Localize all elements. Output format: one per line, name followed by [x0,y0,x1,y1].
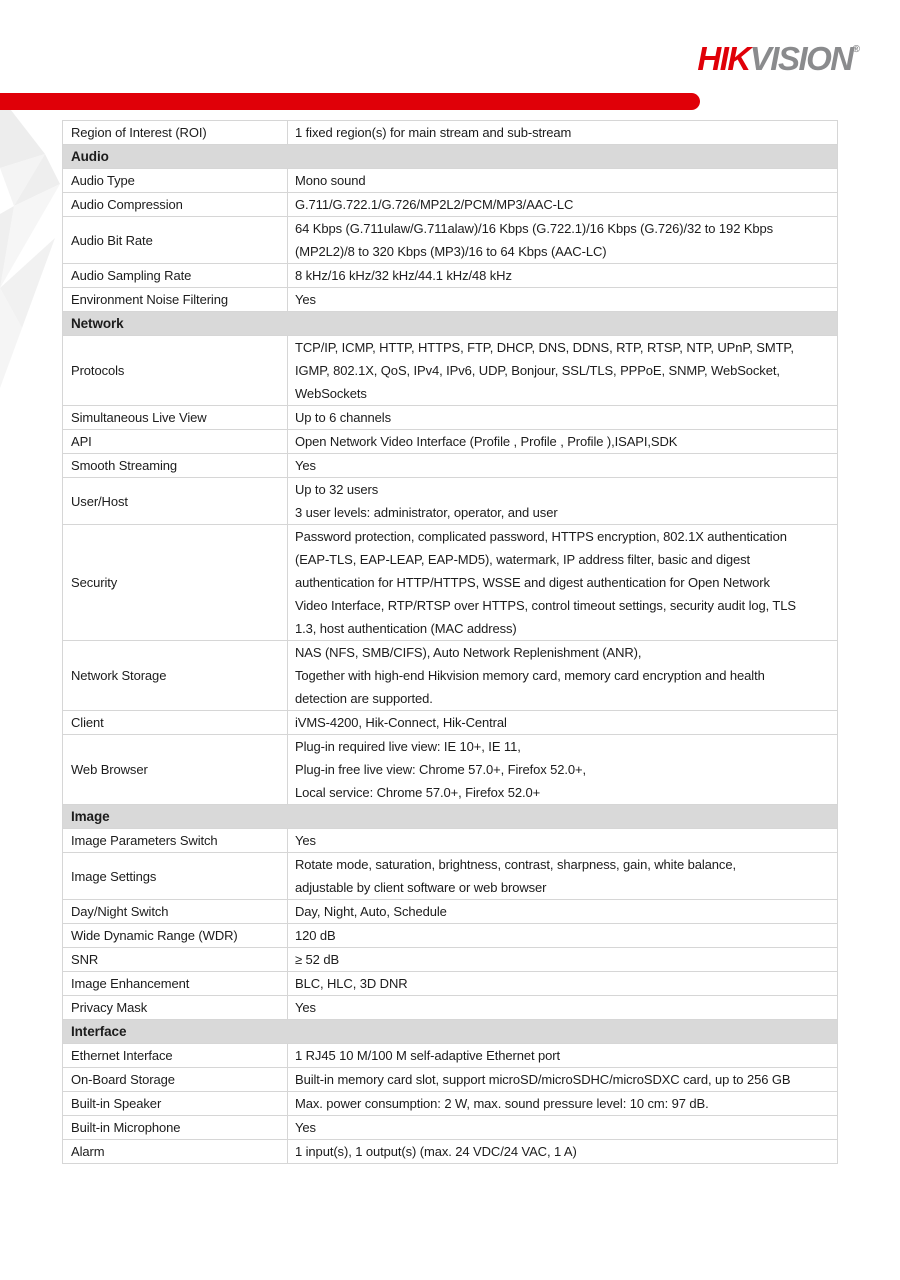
spec-value-line: NAS (NFS, SMB/CIFS), Auto Network Replenishment (ANR), [295,645,642,660]
spec-value-line: (MP2L2)/8 to 320 Kbps (MP3)/16 to 64 Kbps (AAC-LC) [295,244,607,259]
spec-label-cell: Simultaneous Live View [71,410,207,425]
spec-value-cell [287,1044,837,1067]
spec-value-line: Video Interface, RTP/RTSP over HTTPS, control timeout settings, security audit log, TLS [295,598,796,613]
spec-row [63,711,837,735]
spec-label-cell: Client [71,715,104,730]
spec-row [63,478,837,525]
background-watermark-graphic [0,96,60,396]
spec-value-cell [287,406,837,429]
spec-row [63,336,837,406]
spec-label-cell: Built-in Speaker [71,1096,162,1111]
spec-value-line: TCP/IP, ICMP, HTTP, HTTPS, FTP, DHCP, DNS, DDNS, RTP, RTSP, NTP, UPnP, SMTP, [295,340,794,355]
spec-value-line: IGMP, 802.1X, QoS, IPv4, IPv6, UDP, Bonjour, SSL/TLS, PPPoE, SNMP, WebSocket, [295,363,780,378]
spec-row [63,924,837,948]
spec-row [63,525,837,641]
spec-value-line: Up to 6 channels [295,410,391,425]
spec-value-line: Yes [295,292,316,307]
spec-value-line: Plug-in free live view: Chrome 57.0+, Firefox 52.0+, [295,762,587,777]
spec-row [63,829,837,853]
spec-value-line: 1 fixed region(s) for main stream and sub-stream [295,125,572,140]
spec-value-cell [287,1116,837,1139]
spec-label-cell: Alarm [71,1144,105,1159]
spec-value-cell [287,217,837,263]
spec-value-line: Password protection, complicated password, HTTPS encryption, 802.1X authentication [295,529,787,544]
section-title: Image [71,809,110,824]
spec-label-cell: Audio Bit Rate [71,232,153,248]
section-title: Network [71,316,124,331]
spec-row [63,430,837,454]
spec-value-line: Rotate mode, saturation, brightness, contrast, sharpness, gain, white balance, [295,857,736,872]
spec-label-cell: Protocols [71,363,125,378]
spec-label-cell: Image Settings [71,868,157,884]
spec-value-line: (EAP-TLS, EAP-LEAP, EAP-MD5), watermark, IP address filter, basic and digest [295,552,751,567]
spec-value-line: Plug-in required live view: IE 10+, IE 11, [295,739,521,754]
spec-value-cell [287,1092,837,1115]
registered-trademark-symbol: ® [852,44,860,55]
spec-label-cell: On-Board Storage [71,1072,175,1087]
spec-value-cell [287,829,837,852]
spec-value-cell [287,169,837,192]
section-header-row [63,805,837,829]
spec-row [63,641,837,711]
spec-value-line: Day, Night, Auto, Schedule [295,904,447,919]
spec-label-cell: Day/Night Switch [71,904,169,919]
spec-label-cell: Region of Interest (ROI) [71,125,207,140]
spec-value-line: Yes [295,458,316,473]
spec-value-line: Yes [295,1120,316,1135]
spec-label-cell: Environment Noise Filtering [71,292,228,307]
spec-label-cell: Image Enhancement [71,976,190,991]
spec-value-line: Yes [295,1000,316,1015]
logo-hik-text: HIK [697,40,750,77]
spec-row [63,948,837,972]
spec-row [63,1116,837,1140]
spec-value-line: Open Network Video Interface (Profile , Profile , Profile ),ISAPI,SDK [295,434,678,449]
spec-value-cell [287,193,837,216]
logo-vision-text: VISION [749,40,853,77]
spec-value-cell [287,735,837,804]
spec-label-cell: Wide Dynamic Range (WDR) [71,928,238,943]
spec-label-cell: Audio Compression [71,197,183,212]
section-header-row [63,312,837,336]
spec-label-cell: User/Host [71,493,128,509]
spec-value-cell [287,264,837,287]
spec-value-cell [287,853,837,899]
spec-value-cell [287,454,837,477]
spec-label-cell: Network Storage [71,668,167,683]
spec-row [63,121,837,145]
spec-value-line: iVMS-4200, Hik-Connect, Hik-Central [295,715,507,730]
spec-value-cell [287,972,837,995]
spec-value-cell [287,478,837,524]
spec-label-cell: Audio Type [71,173,135,188]
section-header-row [63,145,837,169]
spec-label-cell: SNR [71,952,99,967]
spec-value-cell [287,336,837,405]
spec-value-line: 3 user levels: administrator, operator, and user [295,505,558,520]
spec-row [63,735,837,805]
spec-row [63,900,837,924]
spec-label-cell: Smooth Streaming [71,458,178,473]
header-red-bar [0,93,700,110]
section-title: Audio [71,149,109,164]
spec-row [63,1068,837,1092]
spec-label-cell: Audio Sampling Rate [71,268,192,283]
spec-value-cell [287,121,837,144]
spec-value-line: 8 kHz/16 kHz/32 kHz/44.1 kHz/48 kHz [295,268,512,283]
spec-value-cell [287,900,837,923]
spec-value-line: authentication for HTTP/HTTPS, WSSE and digest authentication for Open Network [295,575,770,590]
spec-value-line: Together with high-end Hikvision memory card, memory card encryption and health [295,668,765,683]
hikvision-logo [697,42,860,75]
spec-row [63,264,837,288]
spec-value-line: 120 dB [295,928,336,943]
spec-row [63,454,837,478]
spec-value-line: G.711/G.722.1/G.726/MP2L2/PCM/MP3/AAC-LC [295,197,574,212]
spec-table [62,120,838,1164]
spec-value-line: WebSockets [295,386,367,401]
spec-value-cell [287,641,837,710]
spec-row [63,1044,837,1068]
spec-value-cell [287,1140,837,1163]
spec-row [63,193,837,217]
spec-value-cell [287,525,837,640]
spec-row [63,217,837,264]
spec-value-line: BLC, HLC, 3D DNR [295,976,408,991]
spec-value-line: adjustable by client software or web browser [295,880,547,895]
spec-row [63,1092,837,1116]
spec-value-cell [287,948,837,971]
spec-value-cell [287,924,837,947]
spec-value-cell [287,430,837,453]
spec-row [63,996,837,1020]
spec-row [63,406,837,430]
spec-value-line: Yes [295,833,316,848]
spec-value-line: 1 RJ45 10 M/100 M self-adaptive Ethernet port [295,1048,561,1063]
spec-value-line: 64 Kbps (G.711ulaw/G.711alaw)/16 Kbps (G.722.1)/16 Kbps (G.726)/32 to 192 Kbps [295,221,774,236]
spec-value-cell [287,996,837,1019]
spec-label-cell: API [71,434,92,449]
spec-value-cell [287,288,837,311]
spec-value-line: Max. power consumption: 2 W, max. sound pressure level: 10 cm: 97 dB. [295,1096,709,1111]
spec-label-cell: Built-in Microphone [71,1120,181,1135]
spec-label-cell: Web Browser [71,762,148,777]
spec-row [63,972,837,996]
section-header-row [63,1020,837,1044]
spec-label-cell: Privacy Mask [71,1000,148,1015]
spec-value-cell [287,1068,837,1091]
spec-value-line: Up to 32 users [295,482,379,497]
spec-row [63,169,837,193]
spec-value-line: Local service: Chrome 57.0+, Firefox 52.0+ [295,785,541,800]
spec-value-line: 1 input(s), 1 output(s) (max. 24 VDC/24 VAC, 1 A) [295,1144,577,1159]
spec-value-line: 1.3, host authentication (MAC address) [295,621,517,636]
spec-row [63,853,837,900]
spec-label-cell: Ethernet Interface [71,1048,173,1063]
spec-value-line: detection are supported. [295,691,433,706]
spec-value-line: Built-in memory card slot, support microSD/microSDHC/microSDXC card, up to 256 GB [295,1072,791,1087]
spec-label-cell: Image Parameters Switch [71,833,218,848]
spec-row [63,288,837,312]
section-title: Interface [71,1024,127,1039]
spec-row [63,1140,837,1164]
spec-label-cell: Security [71,575,118,590]
spec-value-line: Mono sound [295,173,366,188]
spec-value-cell [287,711,837,734]
spec-value-line: ≥ 52 dB [295,952,340,967]
